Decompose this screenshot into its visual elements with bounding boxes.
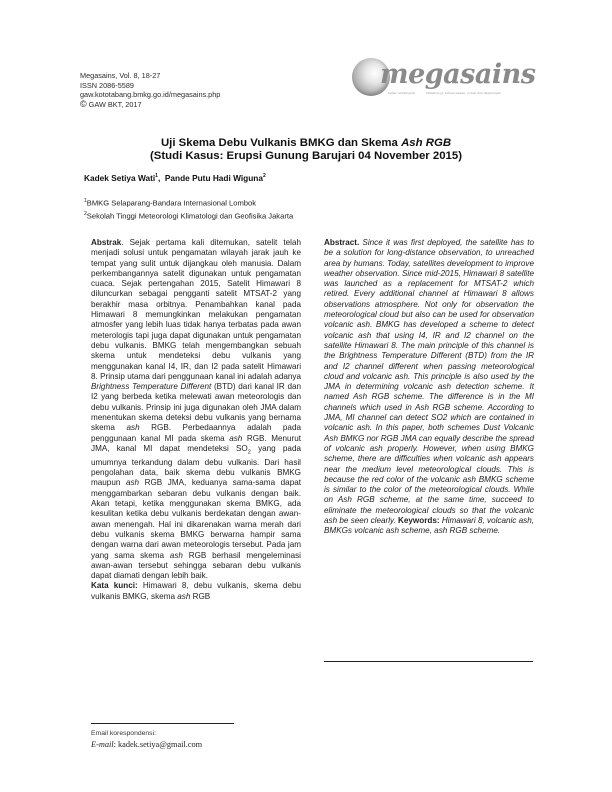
- logo-wordmark: megasains: [380, 59, 536, 90]
- logo-tagline-left: kabar ensiklopedi: [388, 91, 416, 95]
- affiliation-1: [84, 196, 293, 209]
- kata-kunci: [91, 581, 301, 602]
- footnote-divider: [91, 723, 234, 724]
- abstract-english: [324, 238, 534, 537]
- email-label: Email korespondensi:: [91, 730, 156, 737]
- journal-issn: ISSN 2086-5589: [80, 80, 134, 90]
- abstract-label: Abstract.: [324, 238, 360, 247]
- affiliation-text: BMKG Selaparang-Bandara Internasional Lombok: [86, 198, 257, 208]
- so2-subscript: 2: [247, 449, 251, 456]
- abstrak-text: yang pada umumnya terkandung dalam debu vulkanis. Dari hasil pengolahan data, baik skema debu vulkanis BMKG maupun: [91, 443, 301, 488]
- abstrak-text: RGB. Perbedaannya adalah pada penggunaan kanal MI pada skema: [91, 423, 301, 443]
- abstrak-text: RGB. Menurut JMA, kanal MI dapat mendeteksi SO: [91, 433, 302, 453]
- abstrak-text: . Sejak pertama kali ditemukan, satelit telah menjadi solusi untuk pengamatan wilayah jarak jauh ke tempat yang sulit untuk dijangkau oleh manusia. Dalam perkembangannya satelit digunakan untuk pengamatan cuaca. Sejak pertengahan 2015, Satelit Himawari 8 diluncurkan sebagai pengganti satelit MTSAT-2 yang berakhir masa orbitnya. Penambahkan kanal pada Himawari 8 memungkinkan melakukan pengamatan atmosfer yang lebih luas tidak hanya terbatas pada awan meterologis tapi juga dapat digunakan untuk pengamatan debu vulkanis. BMKG telah mengembangkan sebuah skema untuk mendeteksi debu vulkanis yang menggunakan kanal I4, IR, dan I2 pada satelit Himawari 8. Prinsip utama dari penggunaan kanal ini adalah adanya: [91, 238, 301, 381]
- title-line-1: [60, 137, 552, 150]
- abstract-divider: [324, 661, 533, 662]
- keywords-label: Keywords:: [398, 516, 440, 526]
- abstrak-text: RGB berhasil mengeleminasi awan-awan tersebut sehingga sebaran debu vulkanis dapat diamati dengan lebih baik.: [91, 550, 301, 581]
- kata-kunci-italic: ash: [177, 591, 191, 601]
- abstrak-italic: ash: [125, 478, 140, 488]
- logo-tagline-right: klimatologi, kebencanaan, polusi dan lingkungan: [426, 91, 501, 95]
- abstrak-text: (BTD) dari kanal IR dan I2 yang berbeda ketika melewati awan meteorologis dan debu vulkanis. Prinsip ini juga digunakan oleh JMA dalam menentukan skema deteksi debu vulkanis yang bernama skema: [91, 382, 302, 433]
- journal-volume: Megasains, Vol. 8, 18-27: [80, 71, 161, 80]
- title-line-2: (Studi Kasus: Erupsi Gunung Barujari 04 November 2015): [149, 150, 463, 162]
- affiliation-2: [84, 209, 293, 222]
- author-2-sup: 2: [262, 173, 266, 180]
- affiliations: [84, 196, 293, 221]
- abstrak-italic: Brightness Temperature Different: [91, 382, 212, 392]
- abstrak-label: Abstrak: [91, 238, 122, 247]
- email-address[interactable]: kadek.setiya@gmail.com: [117, 740, 203, 749]
- title-text: Uji Skema Debu Vulkanis BMKG dan Skema: [160, 137, 402, 149]
- email-line: [91, 740, 202, 749]
- kata-kunci-text: RGB: [190, 591, 211, 601]
- author-1: Kadek Setiya Wati: [84, 173, 156, 183]
- kata-kunci-text: Himawari 8, debu vulkanis, skema debu vulkanis BMKG, skema: [91, 581, 301, 601]
- affiliation-sup: 1: [84, 198, 87, 204]
- kata-kunci-label: Kata kunci:: [91, 581, 138, 591]
- email-sep: :: [113, 740, 118, 749]
- authors: [84, 173, 266, 183]
- copyright-icon: ©: [80, 98, 87, 109]
- affiliation-sup: 2: [84, 210, 87, 217]
- keywords-text: Himawari 8, volcanic ash, BMKGs volcanic ash scheme, ash RGB scheme.: [324, 516, 534, 536]
- megasains-logo: [352, 58, 536, 98]
- author-1-sup: 1: [155, 173, 158, 180]
- abstract-text: Since it was first deployed, the satellite has to be a solution for long-distance observation, to unreached area by humans. Today, satellites development to improve weather observation. Since mid-2015, Himawari 8 satellite was launched as a replacement for MTSAT-2 which retired. Every additional channel at Himawari 8 allows observations atmosphere. Not only for observation the meteorological cloud but also can be used for observation volcanic ash. BMKG has developed a scheme to detect volcanic ash that using I4, IR and I2 channel on the satellite Himawari 8. The main principle of this channel is the Brightness Temperature Different (BTD) from the IR and I2 channel different when passing meteorological cloud and volcanic ash. This principle is also used by the JMA in determining volcanic ash detection scheme. It named Ash RGB scheme. The difference is in the MI channels which used in Ash RGB scheme. According to JMA, MI channel can detect SO2 which are contained in volcanic ash. In this paper, both schemes Dust Volcanic Ash BMKG nor RGB JMA can equally describe the spread of volcanic ash properly. However, when using BMKG scheme, there are difficulties when volcanic ash appears near the medium level meteorological clouds. This is because the red color of the volcanic ash BMKG scheme is similar to the color of the meteorological clouds. While on Ash RGB scheme, at the same time, succeed to eliminate the meteorological clouds so that the volcanic ash be seen clearly.: [324, 238, 534, 526]
- journal-meta: [80, 71, 220, 109]
- journal-url[interactable]: gaw.kototabang.bmkg.go.id/megasains.php: [80, 90, 221, 100]
- abstrak-text: RGB JMA, keduanya sama-sama dapat menggambarkan sebaran debu vulkanis dengan baik. Akan tetapi, ketika menggunakan skema BMKG, ada kesulitan ketika debu vulkanis berdekatan dengan awan-awan menengah. Hal ini dikarenakan warna merah dari debu vulkanis skema BMKG berwarna hampir sama dengan warna dari awan meteorologis tersebut. Pada jam yang sama skema: [91, 478, 301, 560]
- affiliation-text: Sekolah Tinggi Meteorologi Klimatologi dan Geofisika Jakarta: [86, 211, 294, 221]
- author-separator: ,: [157, 173, 165, 183]
- author-2: Pande Putu Hadi Wiguna: [164, 173, 263, 183]
- abstrak-italic: ash: [229, 433, 243, 443]
- journal-copyright: [80, 100, 220, 110]
- copyright-text: GAW BKT, 2017: [88, 99, 142, 109]
- abstrak-italic: ash: [126, 423, 140, 433]
- title-italic: Ash RGB: [401, 137, 452, 149]
- email-prefix: E-mail: [91, 740, 114, 749]
- paper-title: [60, 137, 552, 163]
- abstrak-italic: ash: [169, 550, 183, 560]
- abstrak-indonesian: [91, 238, 301, 602]
